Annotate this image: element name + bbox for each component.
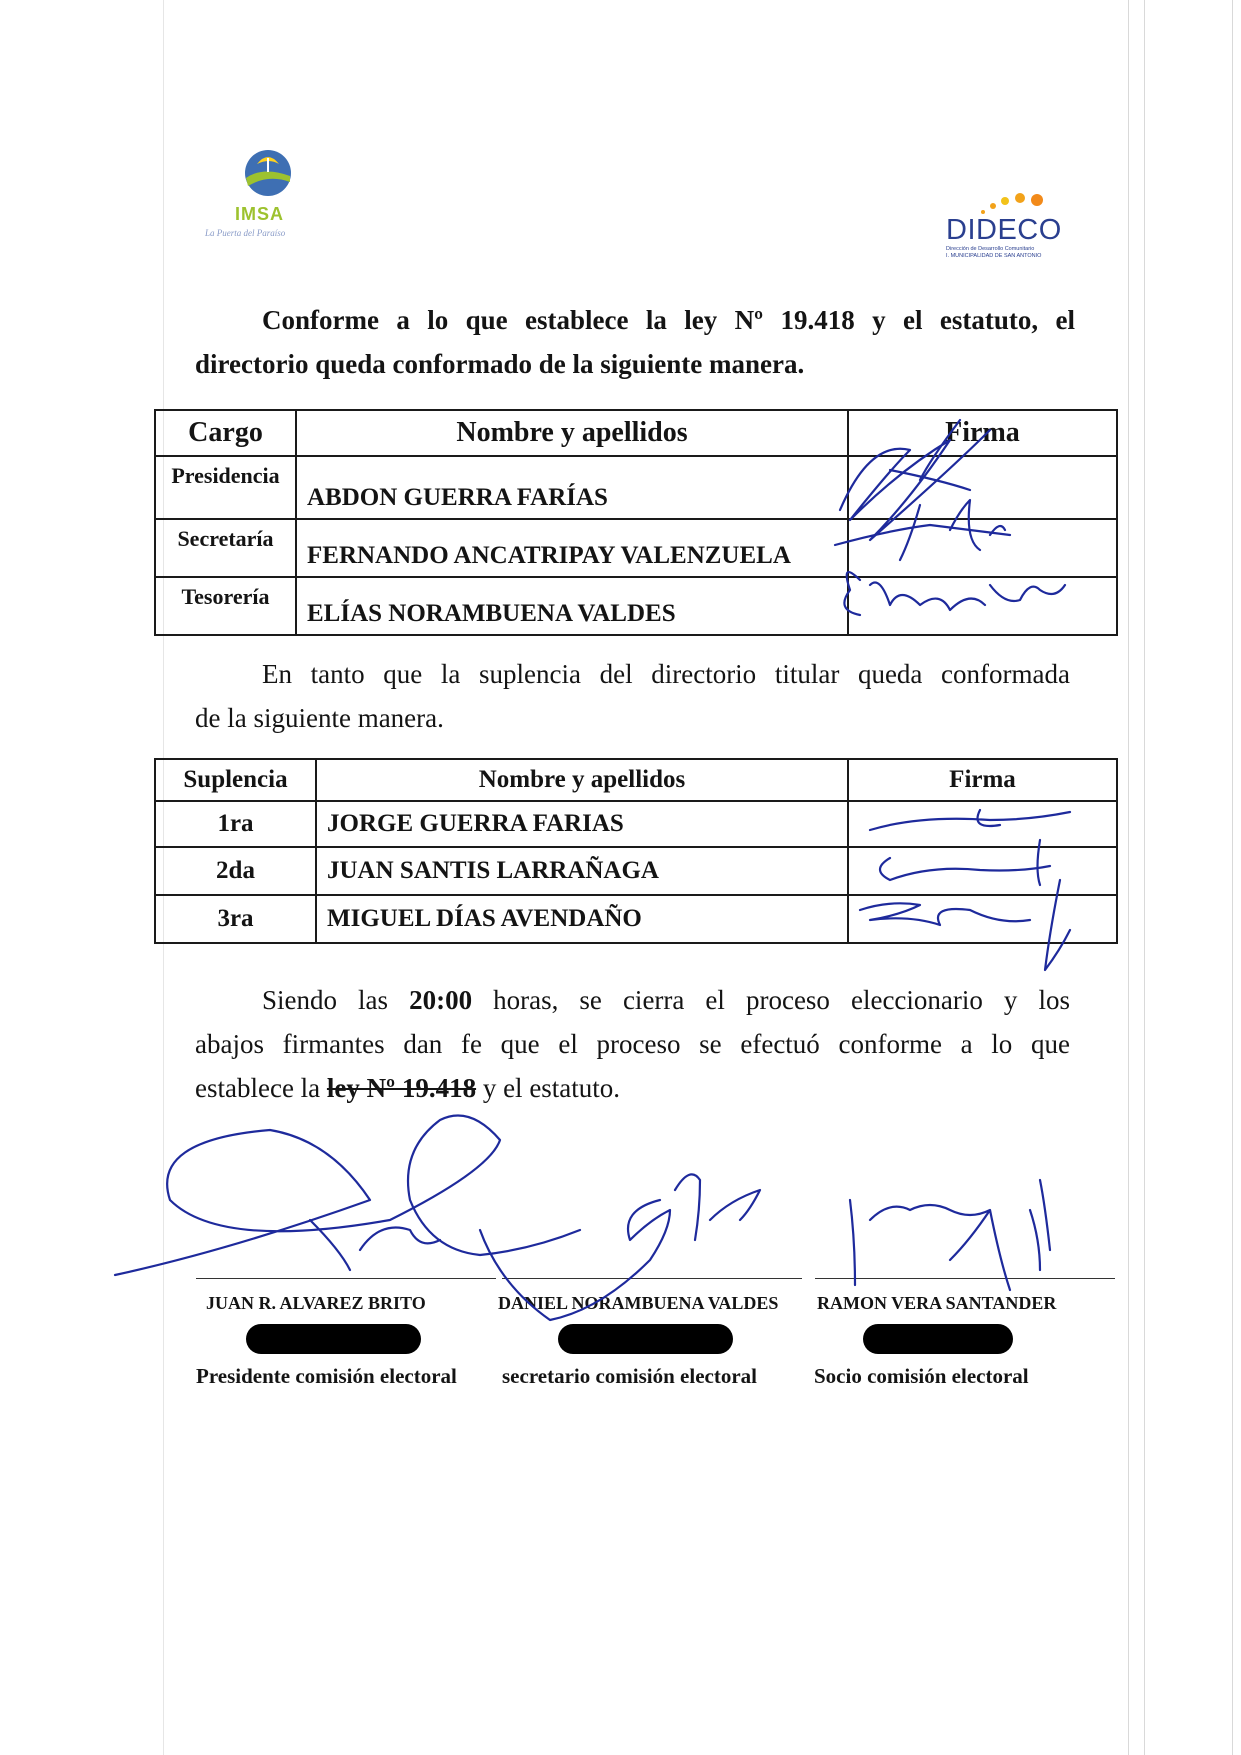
suplencia-line-1: En tanto que la suplencia del directorio titular queda conformada	[262, 659, 1070, 689]
header-nombre: Nombre y apellidos	[296, 410, 848, 456]
name-cell: JUAN SANTIS LARRAÑAGA	[316, 847, 848, 895]
cargo-cell: Presidencia	[155, 456, 296, 519]
closing-line-1: Siendo las 20:00 horas, se cierra el proceso eleccionario y los	[262, 985, 1070, 1015]
signatory-name: DANIEL NORAMBUENA VALDES	[498, 1293, 779, 1313]
signatory-name: JUAN R. ALVAREZ BRITO	[206, 1293, 426, 1313]
header-firma: Firma	[848, 759, 1117, 801]
cargo-cell: Secretaría	[155, 519, 296, 577]
dideco-subtitle: Dirección de Desarrollo Comunitario I. MUNICIPALIDAD DE SAN ANTONIO	[946, 246, 1042, 259]
order-cell: 3ra	[155, 895, 316, 943]
closing-line-3: establece la ley Nº 19.418 y el estatuto.	[195, 1073, 621, 1103]
name-cell: ABDON GUERRA FARÍAS	[296, 456, 848, 519]
imsa-tagline: La Puerta del Paraíso	[205, 228, 286, 238]
signatory-name: RAMON VERA SANTANDER	[817, 1293, 1057, 1313]
imsa-emblem-icon	[243, 148, 293, 198]
signature-suplente-3	[860, 880, 1070, 970]
dideco-logo	[940, 186, 1070, 266]
signature-ramon-vera-santander	[850, 1180, 1050, 1290]
dideco-brand: DIDECO	[946, 214, 1062, 246]
signature-juan-alvarez-brito	[115, 1116, 580, 1276]
signature-tesoreria	[844, 572, 1065, 615]
header-cargo: Cargo	[155, 410, 296, 456]
closing-law-ref: ley Nº 19.418	[326, 1073, 477, 1103]
handwritten-signatures-tables	[830, 410, 1110, 1010]
dideco-dots-icon	[975, 186, 1065, 216]
intro-paragraph	[195, 298, 1075, 386]
order-cell: 2da	[155, 847, 316, 895]
signature-suplente-2	[880, 840, 1050, 885]
header-suplencia: Suplencia	[155, 759, 316, 801]
handwritten-signatures-commission	[110, 1110, 1070, 1350]
signatory-role: Presidente comisión electoral	[196, 1364, 457, 1388]
name-cell: MIGUEL DÍAS AVENDAÑO	[316, 895, 848, 943]
imsa-brand: IMSA	[235, 204, 284, 224]
name-cell: FERNANDO ANCATRIPAY VALENZUELA	[296, 519, 848, 577]
closing-line-2: abajos firmantes dan fe que el proceso se efectuó conforme a lo que	[195, 1029, 1070, 1059]
header-nombre: Nombre y apellidos	[316, 759, 848, 801]
signatory-role: secretario comisión electoral	[502, 1364, 758, 1388]
signatory-role: Socio comisión electoral	[814, 1364, 1029, 1388]
suplencia-line-2: de la siguiente manera.	[195, 703, 444, 733]
imsa-logo	[205, 148, 335, 248]
signature-suplente-1	[870, 810, 1070, 830]
name-cell: JORGE GUERRA FARIAS	[316, 801, 848, 847]
header-firma: Firma	[848, 410, 1117, 456]
intro-line-2: directorio queda conformado de la siguiente manera.	[195, 349, 805, 379]
closing-time: 20:00	[409, 985, 473, 1015]
cargo-cell: Tesorería	[155, 577, 296, 635]
name-cell: ELÍAS NORAMBUENA VALDES	[296, 577, 848, 635]
order-cell: 1ra	[155, 801, 316, 847]
intro-line-1: Conforme a lo que establece la ley Nº 19.418 y el estatuto, el	[262, 305, 1075, 335]
